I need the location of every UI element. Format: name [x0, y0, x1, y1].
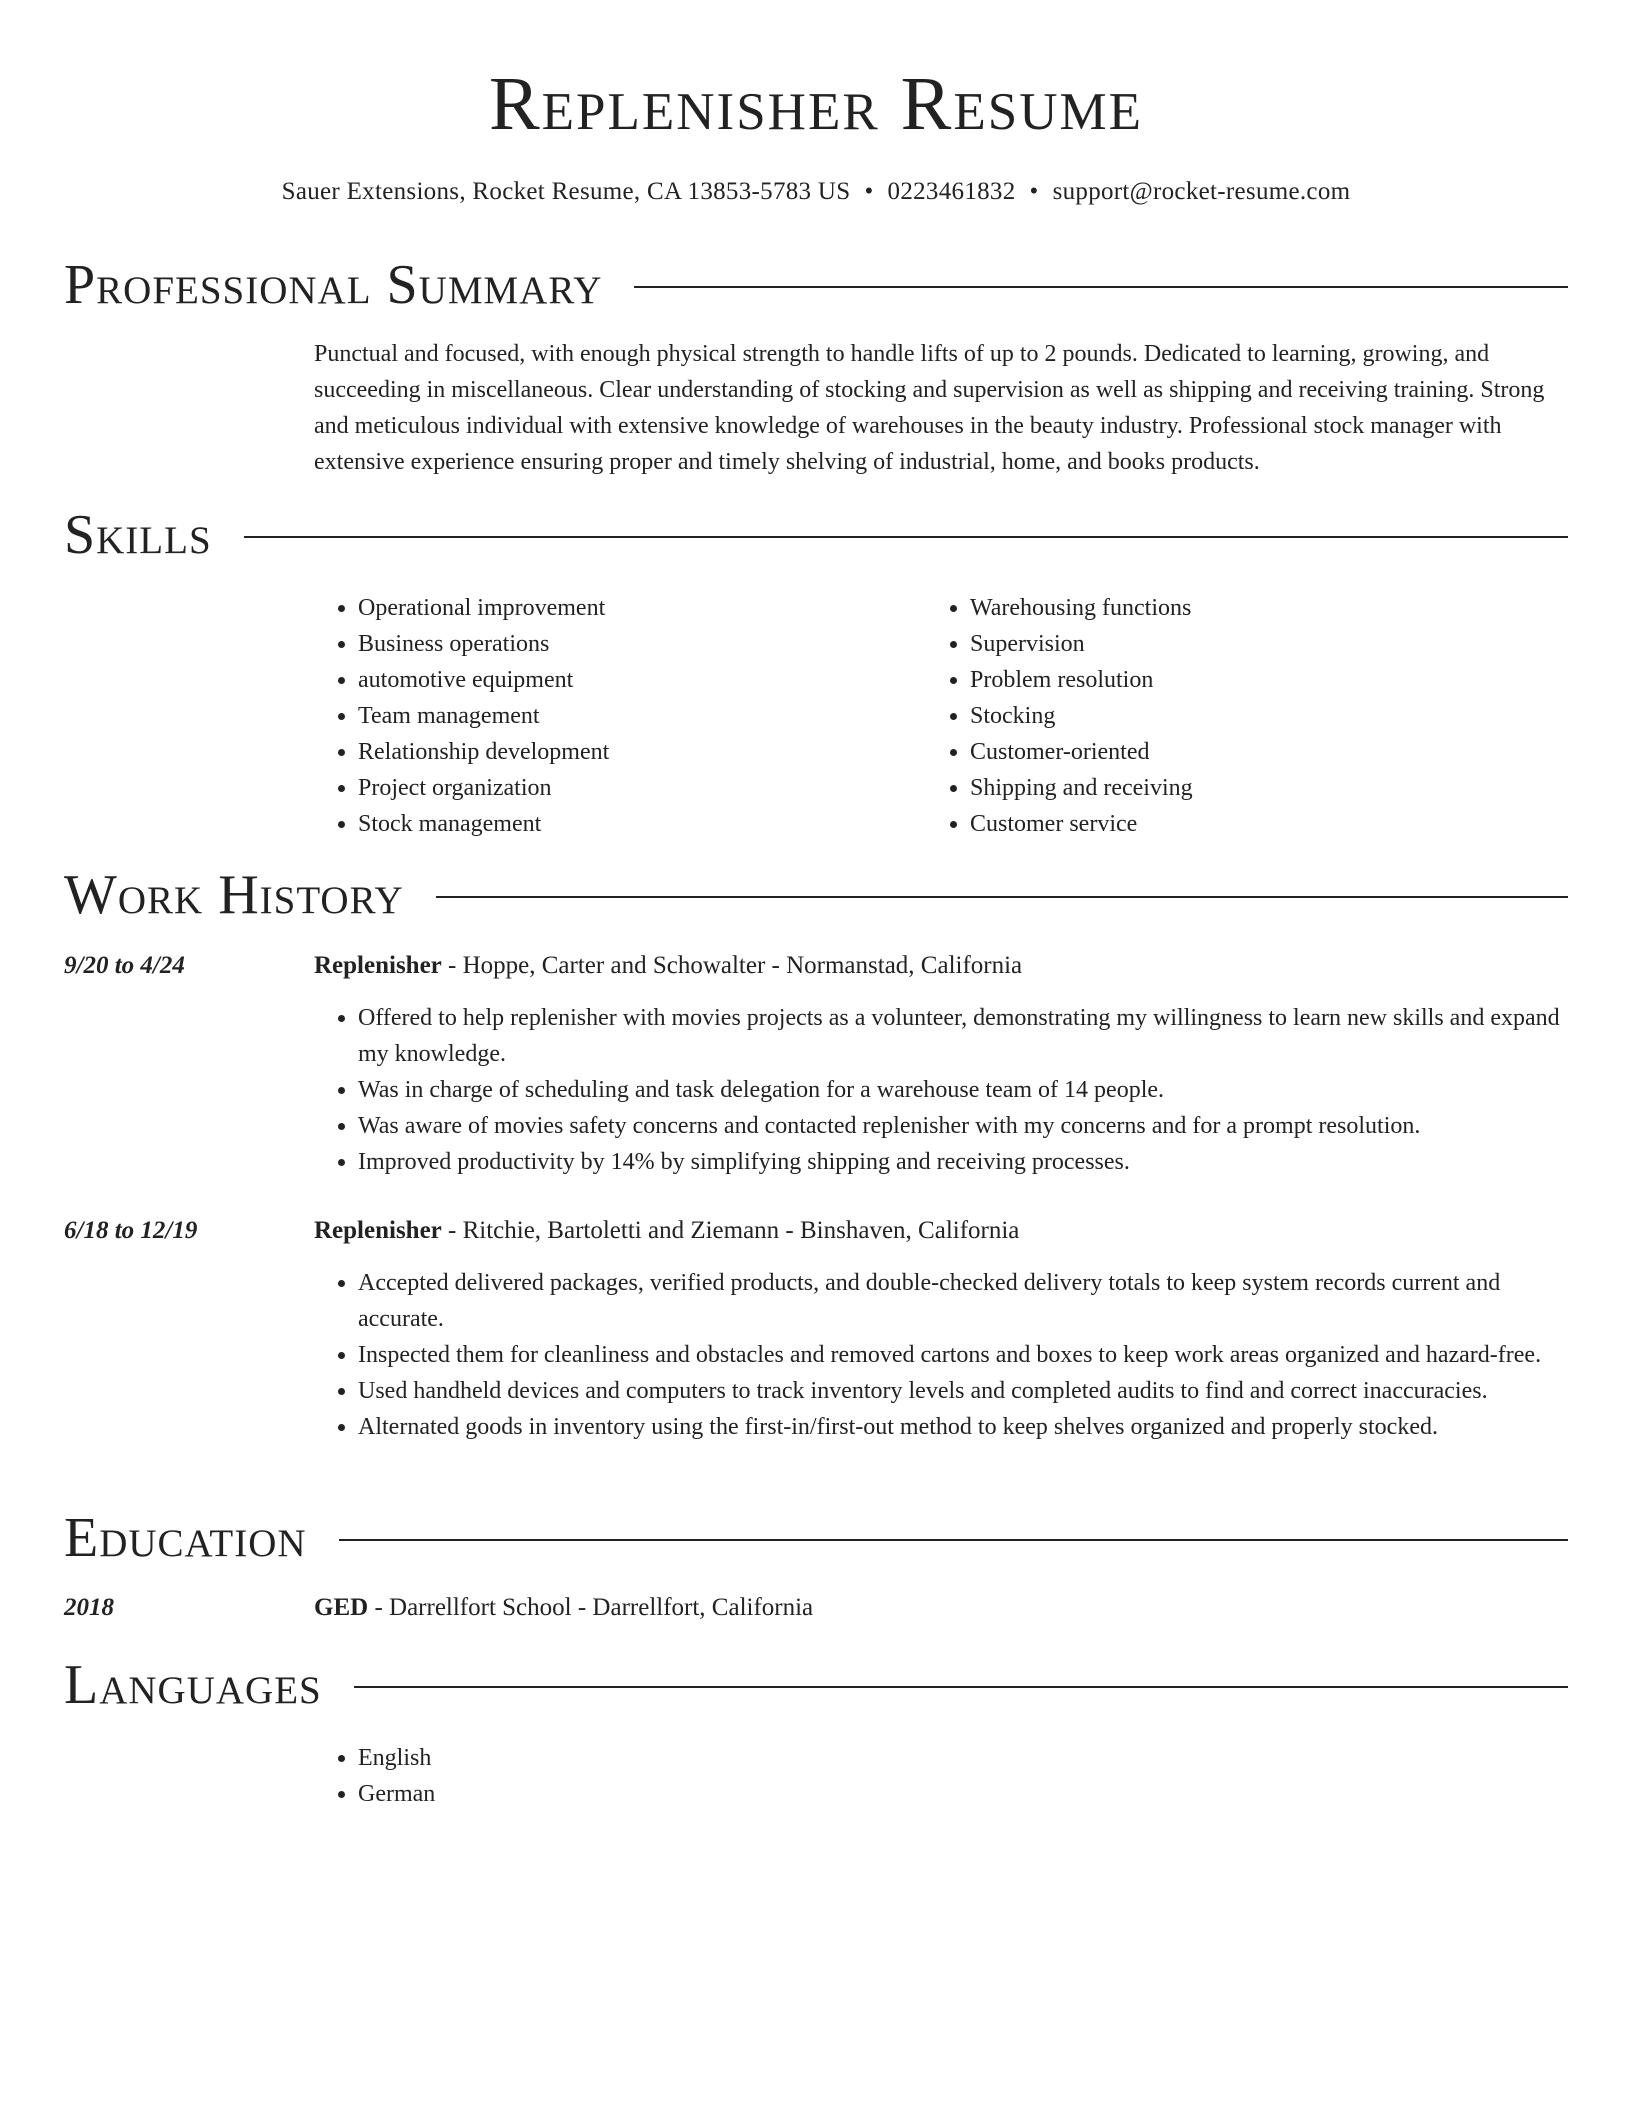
skill-item: • Customer-oriented	[970, 734, 1570, 770]
section-title-languages: Languages	[64, 1654, 322, 1716]
skill-item: • Operational improvement	[358, 590, 918, 626]
contact-phone: 0223461832	[887, 178, 1016, 205]
job-title-line	[314, 948, 1022, 984]
skills-list-left	[314, 590, 918, 842]
job-duty-item: • Inspected them for cleanliness and obstacles and removed cartons and boxes to keep work areas organized and hazard-free.	[358, 1337, 1568, 1373]
job-duties	[314, 1000, 1568, 1180]
section-header-languages	[64, 1650, 1568, 1720]
section-title-education: Education	[64, 1507, 307, 1569]
summary-text: Punctual and focused, with enough physical strength to handle lifts of up to 2 pounds. Dedicated to learning, growing, and succeeding in miscellaneous. Clear understanding of stocking and supervision as well as shipping and receiving training. Strong and meticulous individual with extensive knowledge of warehouses in the beauty industry. Professional stock manager with extensive experience ensuring proper and timely shelving of industrial, home, and books products.	[314, 341, 1545, 475]
section-title-work: Work History	[64, 864, 404, 926]
job-duty-item: • Accepted delivered packages, verified products, and double-checked delivery totals to keep system records current and accurate.	[358, 1265, 1568, 1337]
skills-list-right	[926, 590, 1570, 842]
job-employer-location: - Ritchie, Bartoletti and Ziemann - Binshaven, California	[441, 1217, 1020, 1244]
section-header-summary	[64, 250, 1568, 320]
section-divider	[339, 1539, 1568, 1541]
skill-item: • Project organization	[358, 770, 918, 806]
contact-separator: •	[864, 178, 874, 205]
skill-item: • Stocking	[970, 698, 1570, 734]
education-school-location: - Darrellfort School - Darrellfort, California	[368, 1594, 814, 1621]
section-divider	[634, 286, 1568, 288]
job-employer-location: - Hoppe, Carter and Schowalter - Normanstad, California	[441, 952, 1023, 979]
skill-item: • automotive equipment	[358, 662, 918, 698]
job-duty-item: • Improved productivity by 14% by simplifying shipping and receiving processes.	[358, 1144, 1568, 1180]
skill-item: • Stock management	[358, 806, 918, 842]
job-duty-item: • Alternated goods in inventory using the first-in/first-out method to keep shelves organized and properly stocked.	[358, 1409, 1568, 1445]
languages-list	[314, 1740, 1568, 1812]
section-header-education	[64, 1503, 1568, 1573]
skill-item: • Business operations	[358, 626, 918, 662]
contact-line	[0, 172, 1632, 212]
section-divider	[436, 896, 1568, 898]
job-duty-item: • Was aware of movies safety concerns and contacted replenisher with my concerns and for a prompt resolution.	[358, 1108, 1568, 1144]
section-header-skills	[64, 500, 1568, 570]
job-duty-item: • Offered to help replenisher with movies projects as a volunteer, demonstrating my willingness to learn new skills and expand my knowledge.	[358, 1000, 1568, 1072]
section-divider	[244, 536, 1568, 538]
education-year: 2018	[64, 1594, 114, 1621]
job-dates: 9/20 to 4/24	[64, 952, 185, 979]
language-item: • English	[358, 1740, 1568, 1776]
section-divider	[354, 1686, 1568, 1688]
job-role: Replenisher	[314, 1217, 442, 1244]
job-dates: 6/18 to 12/19	[64, 1217, 198, 1244]
skill-item: • Warehousing functions	[970, 590, 1570, 626]
skill-item: • Customer service	[970, 806, 1570, 842]
contact-address: Sauer Extensions, Rocket Resume, CA 13853-5783 US	[281, 178, 851, 205]
skill-item: • Supervision	[970, 626, 1570, 662]
education-degree: GED	[314, 1594, 369, 1621]
language-item: • German	[358, 1776, 1568, 1812]
section-title-summary: Professional Summary	[64, 254, 603, 316]
job-duty-item: • Used handheld devices and computers to track inventory levels and completed audits to find and correct inaccuracies.	[358, 1373, 1568, 1409]
skill-item: • Team management	[358, 698, 918, 734]
contact-email: support@rocket-resume.com	[1052, 178, 1351, 205]
contact-separator: •	[1029, 178, 1039, 205]
skill-item: • Shipping and receiving	[970, 770, 1570, 806]
education-line	[314, 1590, 813, 1626]
skill-item: • Problem resolution	[970, 662, 1570, 698]
job-role: Replenisher	[314, 952, 442, 979]
resume-title: Replenisher Resume	[488, 62, 1143, 146]
section-header-work	[64, 860, 1568, 930]
skill-item: • Relationship development	[358, 734, 918, 770]
job-duty-item: • Was in charge of scheduling and task delegation for a warehouse team of 14 people.	[358, 1072, 1568, 1108]
section-title-skills: Skills	[64, 504, 212, 566]
job-title-line	[314, 1213, 1019, 1249]
job-duties	[314, 1265, 1568, 1445]
